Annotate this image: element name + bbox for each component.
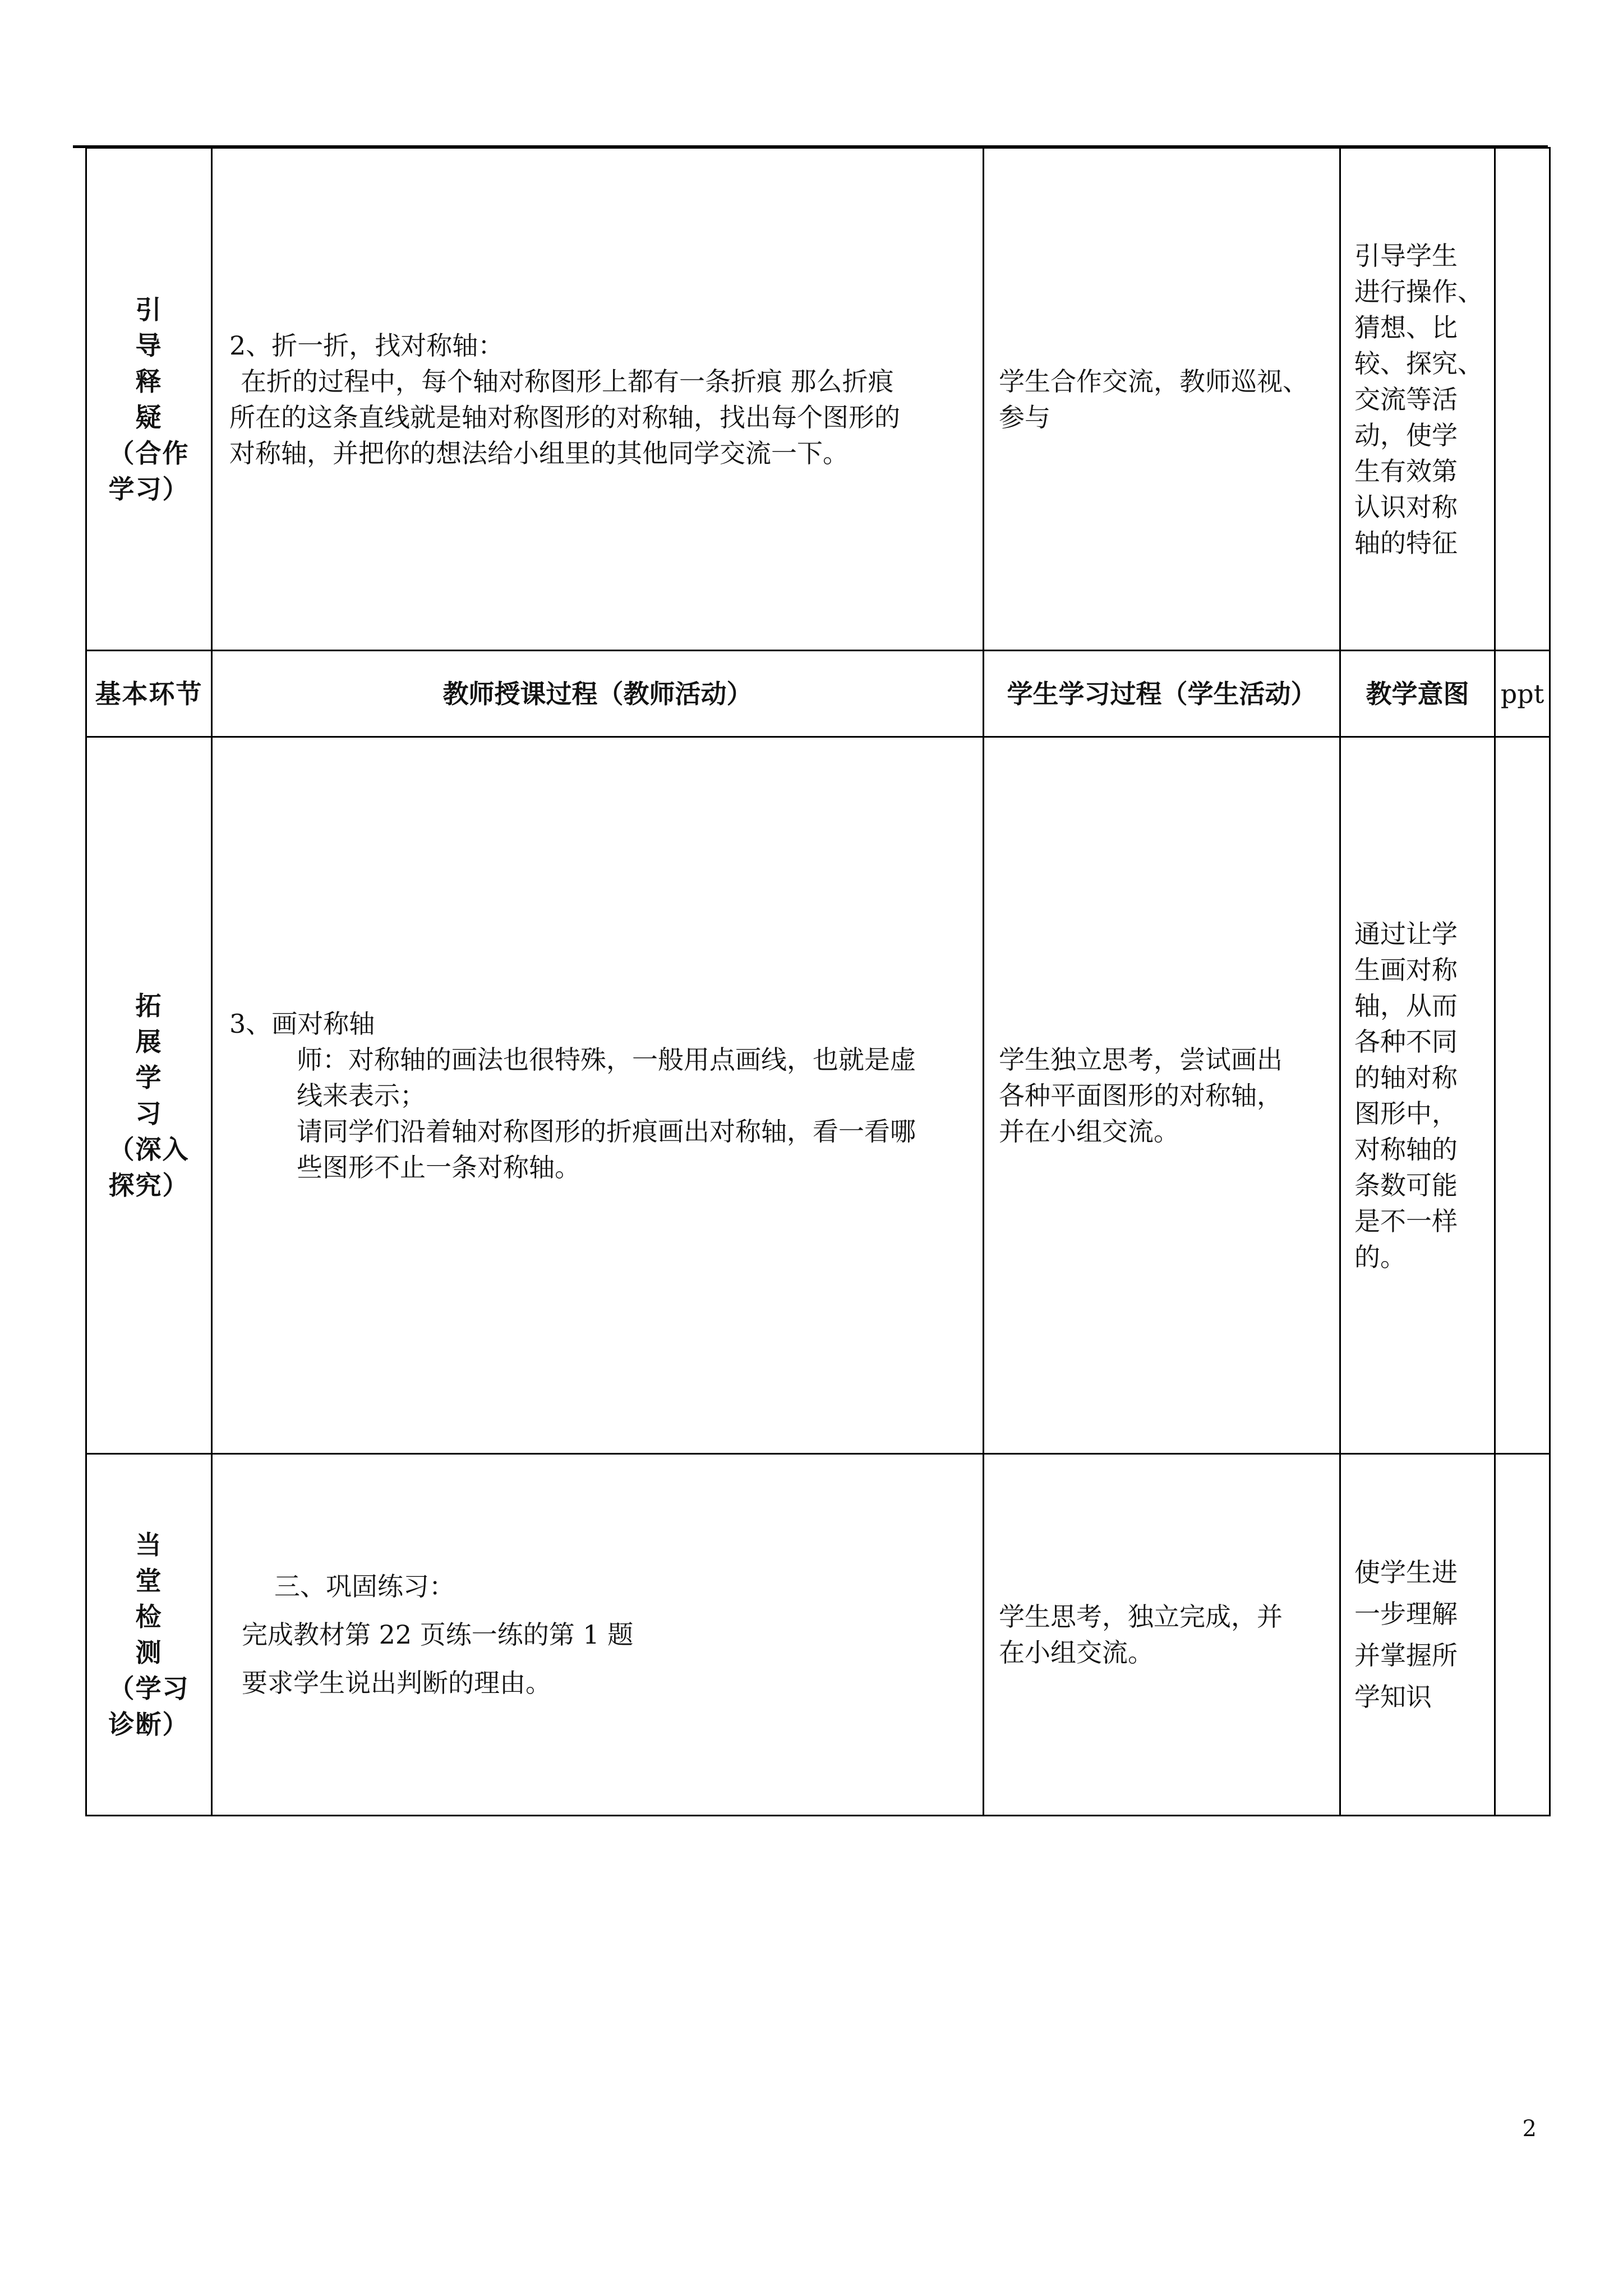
- table-row-guide: [86, 148, 1550, 651]
- intent-line: 动，使学: [1354, 420, 1458, 450]
- intent-line: 图形中，: [1354, 1098, 1458, 1129]
- stage-line: 当: [135, 1530, 163, 1560]
- teacher-line: 请同学们沿着轴对称图形的折痕画出对称轴，看一看哪: [297, 1116, 916, 1147]
- stage-line: 习: [135, 1098, 163, 1129]
- stage-line: （合作: [108, 438, 190, 468]
- student-line: 并在小组交流。: [999, 1116, 1179, 1147]
- stage-line: 测: [135, 1637, 163, 1668]
- stage-line: 引: [135, 294, 163, 325]
- teacher-line: 对称轴，并把你的想法给小组里的其他同学交流一下。: [229, 438, 849, 468]
- ppt-cell: [1495, 148, 1550, 651]
- student-activity-cell: [984, 148, 1340, 651]
- stage-line: 拓: [135, 990, 163, 1021]
- student-line: 在小组交流。: [999, 1637, 1154, 1668]
- teacher-line: 2、折一折，找对称轴：: [229, 330, 504, 361]
- column-header-intent: 教学意图: [1340, 651, 1495, 737]
- student-line: 学生独立思考，尝试画出: [999, 1044, 1283, 1075]
- lesson-plan-table: [85, 147, 1551, 1816]
- stage-line: 学: [135, 1062, 163, 1093]
- intent-line: 是不一样: [1354, 1205, 1458, 1236]
- stage-cell: [86, 148, 212, 651]
- column-header-student: 学生学习过程（学生活动）: [984, 651, 1340, 737]
- ppt-cell: [1495, 1454, 1550, 1816]
- stage-line: （深入: [108, 1134, 190, 1165]
- teacher-line: 要求学生说出判断的理由。: [242, 1668, 551, 1698]
- teacher-line: 师：对称轴的画法也很特殊，一般用点画线，也就是虚: [297, 1044, 916, 1075]
- stage-cell: [86, 737, 212, 1454]
- ppt-cell: [1495, 737, 1550, 1454]
- student-line: 学生思考，独立完成，并: [999, 1602, 1283, 1632]
- page-number: 2: [1522, 2116, 1537, 2142]
- student-line: 参与: [999, 402, 1050, 432]
- column-header-ppt: ppt: [1495, 651, 1550, 737]
- teacher-line: 三、巩固练习：: [274, 1571, 455, 1602]
- intent-line: 的。: [1354, 1241, 1406, 1272]
- intent-line: 交流等活: [1354, 384, 1458, 415]
- intent-line: 各种不同: [1354, 1026, 1458, 1057]
- intent-line: 引导学生: [1354, 240, 1458, 271]
- intent-line: 条数可能: [1354, 1170, 1458, 1200]
- table-row-check: [86, 1454, 1550, 1816]
- intent-line: 并掌握所: [1354, 1640, 1458, 1671]
- teaching-intent-cell: [1340, 148, 1495, 651]
- stage-cell: [86, 1454, 212, 1816]
- teacher-line: 些图形不止一条对称轴。: [297, 1152, 580, 1182]
- teacher-activity-cell: [212, 737, 984, 1454]
- student-activity-cell: [984, 1454, 1340, 1816]
- intent-line: 生画对称: [1354, 954, 1458, 985]
- intent-line: 轴，从而: [1354, 990, 1458, 1021]
- teacher-activity-cell: [212, 148, 984, 651]
- intent-line: 较、探究、: [1354, 348, 1483, 379]
- intent-line: 的轴对称: [1354, 1062, 1458, 1093]
- stage-line: 学习）: [108, 473, 190, 504]
- intent-line: 认识对称: [1354, 491, 1458, 522]
- intent-line: 学知识: [1354, 1682, 1432, 1712]
- teaching-intent-cell: [1340, 737, 1495, 1454]
- teacher-line: 完成教材第 22 页练一练的第 1 题: [242, 1619, 634, 1650]
- teacher-line: 所在的这条直线就是轴对称图形的对称轴，找出每个图形的: [229, 402, 900, 432]
- stage-line: 探究）: [108, 1170, 190, 1200]
- stage-line: （学习: [108, 1673, 190, 1704]
- line-gap: [229, 1653, 967, 1665]
- teacher-line: 线来表示；: [297, 1080, 426, 1111]
- intent-line: 猜想、比: [1354, 312, 1458, 343]
- stage-line: 导: [135, 330, 163, 361]
- intent-line: 轴的特征: [1354, 527, 1458, 558]
- intent-line: 一步理解: [1354, 1599, 1458, 1629]
- table-header-row: [86, 651, 1550, 737]
- teacher-line: 3、画对称轴: [229, 1008, 375, 1039]
- stage-line: 展: [135, 1026, 163, 1057]
- student-activity-cell: [984, 737, 1340, 1454]
- column-header-stage: [86, 651, 212, 737]
- stage-line: 诊断）: [108, 1709, 190, 1740]
- intent-line: 通过让学: [1354, 918, 1458, 949]
- intent-line: 进行操作、: [1354, 276, 1483, 307]
- column-header-stage-label: 基本环节: [95, 678, 203, 709]
- student-line: 学生合作交流，教师巡视、: [999, 366, 1308, 397]
- table-row-extend: [86, 737, 1550, 1454]
- stage-line: 释: [135, 366, 163, 397]
- intent-line: 使学生进: [1354, 1557, 1458, 1588]
- column-header-teacher: 教师授课过程（教师活动）: [212, 651, 984, 737]
- teacher-activity-cell: [212, 1454, 984, 1816]
- teacher-line: 在折的过程中，每个轴对称图形上都有一条折痕 那么折痕: [241, 366, 894, 397]
- student-line: 各种平面图形的对称轴，: [999, 1080, 1283, 1111]
- intent-line: 生有效第: [1354, 455, 1458, 486]
- line-gap: [229, 1604, 967, 1617]
- intent-line: 对称轴的: [1354, 1134, 1458, 1165]
- stage-line: 疑: [135, 402, 163, 432]
- stage-line: 堂: [135, 1566, 163, 1596]
- teaching-intent-cell: [1340, 1454, 1495, 1816]
- stage-line: 检: [135, 1602, 163, 1632]
